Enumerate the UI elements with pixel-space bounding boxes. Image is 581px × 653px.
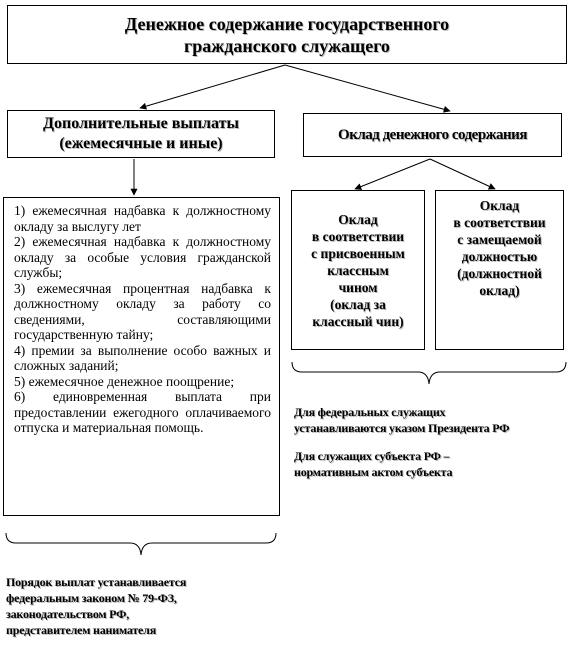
brace-salary [292,362,566,384]
position-salary-box: Оклад в соответствии с замещаемой должностью (должностной оклад) [435,190,564,350]
arrow-to-class-rank [355,159,430,189]
note-subject: Для служащих субъекта РФ – нормативным актом субъекта [294,449,453,479]
extra-payments-box: Дополнительные выплаты (ежемесячные и иные) [7,110,275,158]
note-federal: Для федеральных служащих устанавливаются указом Президента РФ [294,405,510,435]
list-item: 6) единовременная выплата при предоставлении ежегодного оплачиваемого отпуска и материальная помощь. [14,389,271,435]
list-item: 4) премии за выполнение особо важных и сложных заданий; [14,342,271,373]
brace-list [6,533,276,555]
list-item: 1) ежемесячная надбавка к должностному окладу за выслугу лет [14,203,271,234]
page-title: Денежное содержание государственного гражданского служащего [7,5,567,64]
extra-payments-list [3,197,280,516]
arrow-to-position [430,159,495,189]
list-item: 5) ежемесячное денежное поощрение; [14,373,235,389]
note-order: Порядок выплат устанавливается федеральным законом № 79-ФЗ, законодательством РФ, представителем нанимателя [6,575,187,637]
list-item: 3) ежемесячная процентная надбавка к должностному окладу за работу со сведениями, составляющими государственную тайну; [14,280,271,342]
class-rank-salary-box: Оклад в соответствии с присвоенным классным чином (оклад за классный чин) [291,190,425,350]
list-item: 2) ежемесячная надбавка к должностному окладу за особые условия гражданской службы; [14,234,271,280]
arrow-to-salary [285,65,450,111]
arrow-to-extra-payments [140,65,285,108]
salary-box: Оклад денежного содержания [303,113,562,157]
